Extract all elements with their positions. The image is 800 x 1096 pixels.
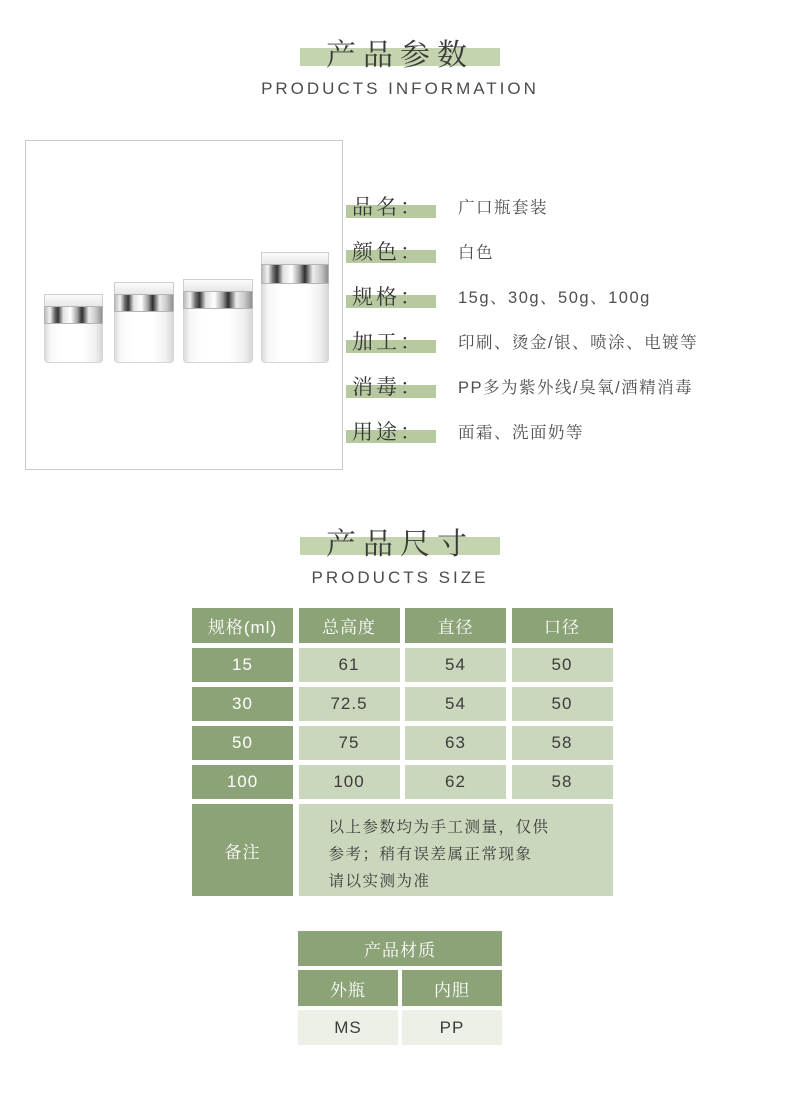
table-row-label: 30 (192, 687, 293, 721)
material-header-outer: 外瓶 (298, 970, 398, 1006)
table-cell: 54 (405, 648, 506, 682)
spec-row-color (352, 228, 772, 273)
material-value-inner: PP (402, 1010, 502, 1045)
section-title-zh: 产品参数 (326, 39, 474, 72)
material-header-inner: 内胆 (402, 970, 502, 1006)
table-cell: 58 (512, 726, 613, 760)
size-table-header-height: 总高度 (299, 608, 400, 643)
jar-body (114, 312, 174, 363)
material-table (298, 931, 502, 1045)
jar-cap (44, 294, 103, 306)
table-cell: 61 (299, 648, 400, 682)
size-table-header-mouth: 口径 (512, 608, 613, 643)
table-cell: 50 (512, 648, 613, 682)
material-value-outer: MS (298, 1010, 398, 1045)
table-cell: 54 (405, 687, 506, 721)
product-image (25, 140, 343, 470)
section-header-params (0, 38, 800, 99)
jar-body (261, 284, 329, 363)
table-cell: 63 (405, 726, 506, 760)
spec-row-sterilization (352, 363, 772, 408)
spec-value: 白色 (458, 243, 494, 262)
table-cell: 62 (405, 765, 506, 799)
spec-label: 用途： (352, 416, 440, 446)
table-row-label: 50 (192, 726, 293, 760)
jar-silver-band (183, 291, 253, 309)
jar-body (183, 309, 253, 363)
section-title-en: PRODUCTS SIZE (311, 568, 489, 587)
jar-body (44, 324, 103, 363)
spec-label: 规格： (352, 281, 440, 311)
section-header-size (0, 527, 800, 588)
table-cell: 58 (512, 765, 613, 799)
table-cell: 50 (512, 687, 613, 721)
section-title-zh: 产品尺寸 (326, 528, 474, 561)
product-jar-15g (44, 294, 103, 363)
section-title-en: PRODUCTS INFORMATION (261, 79, 539, 98)
jar-cap (114, 282, 174, 294)
spec-row-usage (352, 408, 772, 453)
spec-list (352, 183, 772, 453)
jar-silver-band (114, 294, 174, 312)
remark-line: 参考；稍有误差属正常现象 (328, 846, 533, 863)
spec-row-processing (352, 318, 772, 363)
product-jar-50g (183, 279, 253, 363)
spec-value: PP多为紫外线/臭氧/酒精消毒 (458, 378, 694, 397)
table-cell: 75 (299, 726, 400, 760)
spec-label: 颜色： (352, 236, 440, 266)
spec-label: 品名： (352, 191, 440, 221)
remark-line: 请以实测为准 (328, 873, 431, 890)
spec-label: 消毒： (352, 371, 440, 401)
jar-silver-band (261, 264, 329, 284)
jar-silver-band (44, 306, 103, 324)
table-row-label: 100 (192, 765, 293, 799)
size-table-header-spec: 规格(ml) (192, 608, 293, 643)
spec-row-sizes (352, 273, 772, 318)
table-row-label: 15 (192, 648, 293, 682)
size-table (192, 608, 613, 896)
product-jar-30g (114, 282, 174, 363)
spec-row-name (352, 183, 772, 228)
table-cell: 72.5 (299, 687, 400, 721)
product-jar-100g (261, 252, 329, 363)
table-cell: 100 (299, 765, 400, 799)
spec-value: 广口瓶套装 (458, 198, 548, 217)
spec-value: 15g、30g、50g、100g (458, 288, 651, 307)
remark-text (299, 804, 613, 896)
jar-cap (183, 279, 253, 291)
spec-label: 加工： (352, 326, 440, 356)
remark-label: 备注 (192, 804, 293, 896)
jar-cap (261, 252, 329, 264)
size-table-header-diameter: 直径 (405, 608, 506, 643)
material-table-title: 产品材质 (298, 931, 502, 966)
spec-value: 面霜、洗面奶等 (458, 423, 584, 442)
spec-value: 印刷、烫金/银、喷涂、电镀等 (458, 333, 699, 352)
remark-line: 以上参数均为手工测量，仅供 (328, 819, 550, 836)
